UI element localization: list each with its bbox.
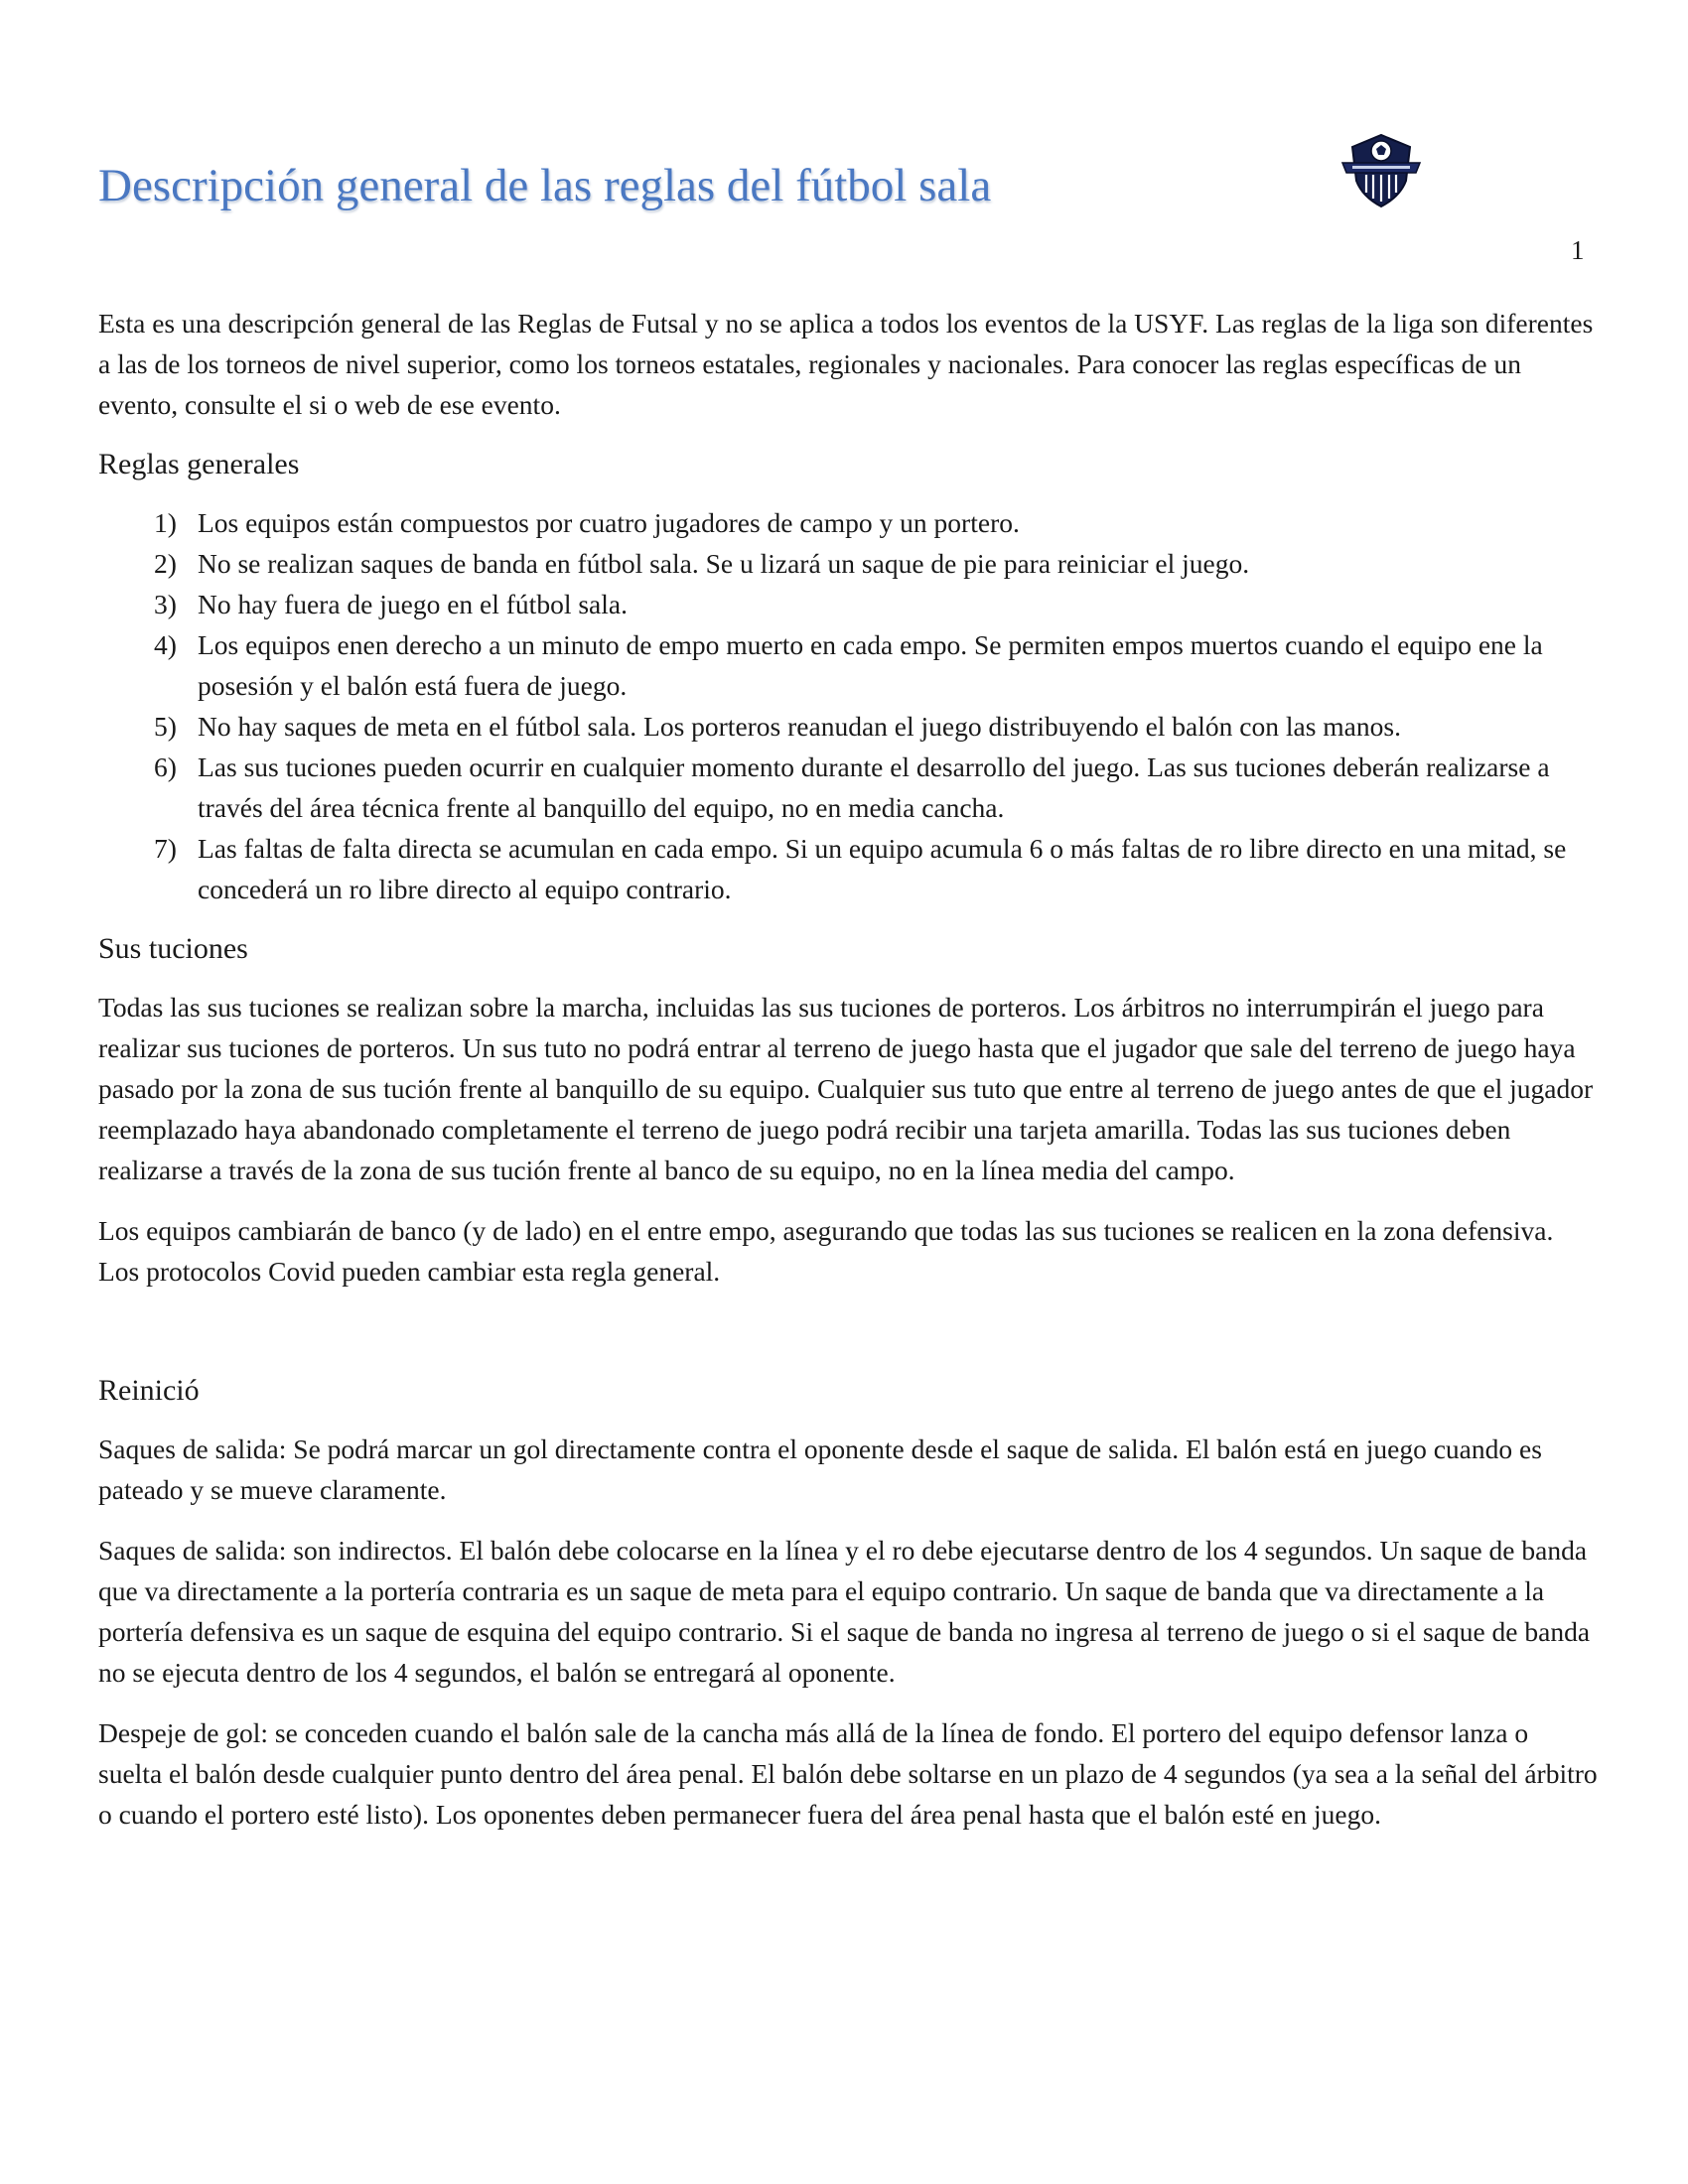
list-item: 2) No se realizan saques de banda en fútbol sala. Se u lizará un saque de pie para reiniciar el juego. bbox=[154, 548, 1250, 579]
page-number: 1 bbox=[1571, 235, 1585, 265]
general-rules-list bbox=[98, 502, 1598, 909]
list-item: 5) No hay saques de meta en el fútbol sala. Los porteros reanudan el juego distribuyendo el balón con las manos. bbox=[154, 711, 1401, 742]
heading-general-rules: Reglas generales bbox=[98, 448, 300, 480]
soccer-shield-logo-icon bbox=[1340, 129, 1422, 210]
heading-substitutions: Sus tuciones bbox=[98, 932, 248, 965]
list-item: 6) Las sus tuciones pueden ocurrir en cualquier momento durante el desarrollo del juego. Las sus tuciones deberán realizarse a través del área técnica frente al banquillo del equipo, no en media cancha. bbox=[154, 751, 1550, 823]
substitutions-paragraph-1: Todas las sus tuciones se realizan sobre la marcha, incluidas las sus tuciones de porteros. Los árbitros no interrumpirán el juego para realizar sus tuciones de porteros. Un sus tuto no podrá entrar al terreno de juego hasta que el jugador que sale del terreno de juego haya pasado por la zona de sus tución frente al banquillo de su equipo. Cualquier sus tuto que entre al terreno de juego antes de que el jugador reemplazado haya abandonado completamente el terreno de juego podrá recibir una tarjeta amarilla. Todas las sus tuciones deben realizarse a través de la zona de sus tución frente al banco de su equipo, no en la línea media del campo. bbox=[98, 992, 1594, 1185]
list-item: 3) No hay fuera de juego en el fútbol sala. bbox=[154, 589, 628, 619]
heading-restarts: Reinició bbox=[98, 1374, 200, 1407]
restarts-paragraph-3: Despeje de gol: se conceden cuando el balón sale de la cancha más allá de la línea de fondo. El portero del equipo defensor lanza o suelta el balón desde cualquier punto dentro del área penal. El balón debe soltarse en un plazo de 4 segundos (ya sea a la señal del árbitro o cuando el portero esté listo). Los oponentes deben permanecer fuera del área penal hasta que el balón esté en juego. bbox=[98, 1717, 1598, 1830]
list-item: 4) Los equipos enen derecho a un minuto de empo muerto en cada empo. Se permiten empos muertos cuando el equipo ene la posesión y el balón está fuera de juego. bbox=[154, 629, 1543, 701]
section-spacer bbox=[98, 1311, 1598, 1371]
restarts-paragraph-1: Saques de salida: Se podrá marcar un gol directamente contra el oponente desde el saque de salida. El balón está en juego cuando es pateado y se mueve claramente. bbox=[98, 1433, 1542, 1505]
restarts-paragraph-2: Saques de salida: son indirectos. El balón debe colocarse en la línea y el ro debe ejecutarse dentro de los 4 segundos. Un saque de banda que va directamente a la portería contraria es un saque de meta para el equipo contrario. Un saque de banda que va directamente a la portería defensiva es un saque de esquina del equipo contrario. Si el saque de banda no ingresa al terreno de juego o si el saque de banda no se ejecuta dentro de los 4 segundos, el balón se entregará al oponente. bbox=[98, 1535, 1591, 1688]
list-item: 1) Los equipos están compuestos por cuatro jugadores de campo y un portero. bbox=[154, 507, 1020, 538]
document-title: Descripción general de las reglas del fútbol sala bbox=[98, 160, 992, 211]
document-body bbox=[98, 303, 1598, 1854]
substitutions-paragraph-2: Los equipos cambiarán de banco (y de lado) en el entre empo, asegurando que todas las sus tuciones se realicen en la zona defensiva. Los protocolos Covid pueden cambiar esta regla general. bbox=[98, 1215, 1554, 1287]
intro-paragraph: Esta es una descripción general de las Reglas de Futsal y no se aplica a todos los eventos de la USYF. Las reglas de la liga son diferentes a las de los torneos de nivel superior, como los torneos estatales, regionales y nacionales. Para conocer las reglas específicas de un evento, consulte el si o web de ese evento. bbox=[98, 308, 1594, 420]
list-item: 7) Las faltas de falta directa se acumulan en cada empo. Si un equipo acumula 6 o más faltas de ro libre directo en una mitad, se concederá un ro libre directo al equipo contrario. bbox=[154, 833, 1567, 904]
